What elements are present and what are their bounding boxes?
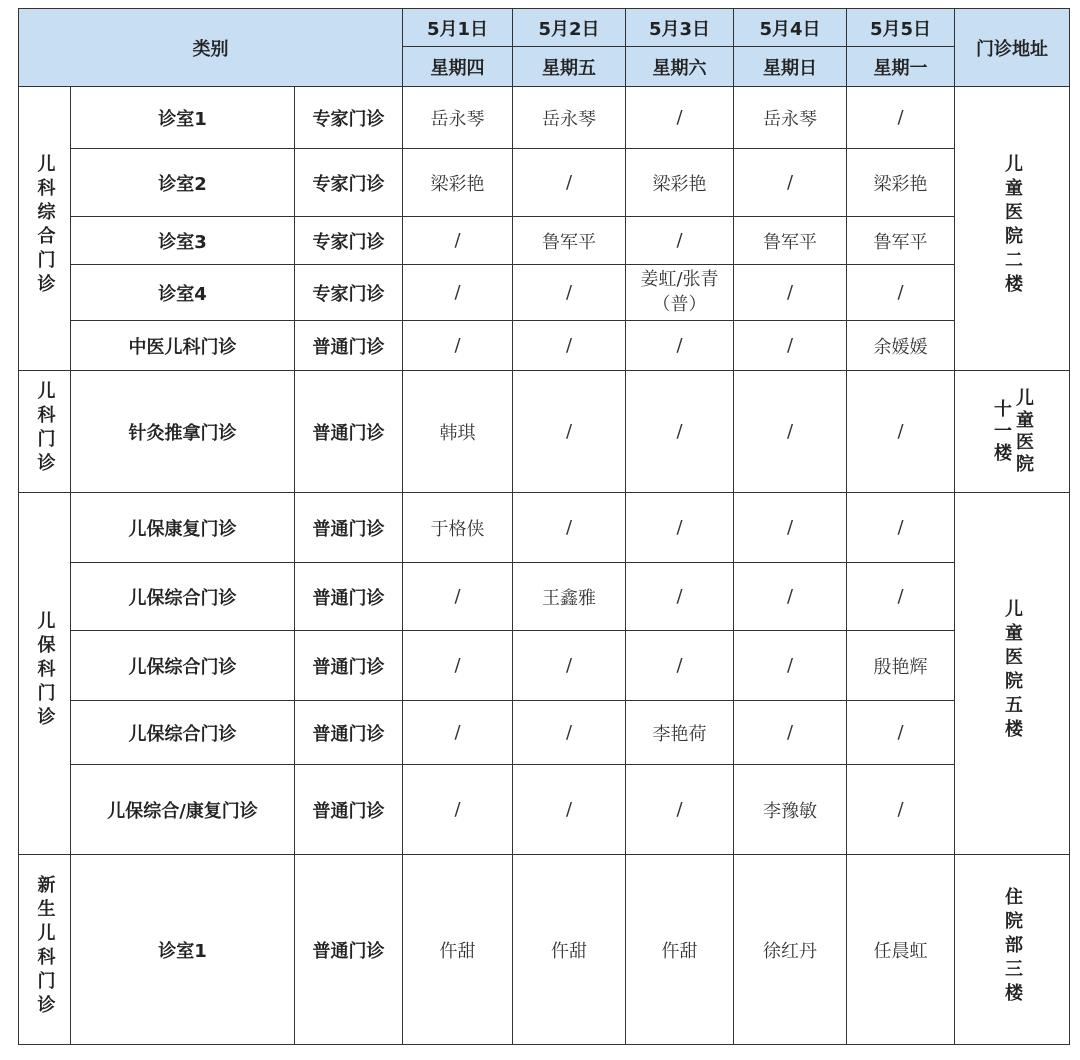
table-row	[19, 563, 1070, 631]
room-cell: 儿保综合/康复门诊	[71, 765, 295, 855]
clinic-type-cell: 普通门诊	[295, 765, 403, 855]
address-cell: 儿童医院 十一楼	[955, 371, 1070, 493]
doctor-cell: /	[513, 701, 626, 765]
date-header: 5月3日	[626, 9, 734, 47]
address-cell: 住院部三楼	[955, 855, 1070, 1045]
doctor-cell: 岳永琴	[403, 87, 513, 149]
doctor-cell: /	[734, 265, 847, 321]
doctor-cell: 王鑫雅	[513, 563, 626, 631]
doctor-cell: /	[734, 493, 847, 563]
schedule-table	[18, 8, 1070, 1045]
table-row	[19, 493, 1070, 563]
weekday-header: 星期一	[847, 47, 955, 87]
clinic-type-cell: 专家门诊	[295, 217, 403, 265]
doctor-cell: 梁彩艳	[626, 149, 734, 217]
room-cell: 诊室3	[71, 217, 295, 265]
doctor-cell: /	[403, 265, 513, 321]
doctor-cell: 仵甜	[513, 855, 626, 1045]
doctor-cell: 梁彩艳	[403, 149, 513, 217]
doctor-cell: 于格侠	[403, 493, 513, 563]
clinic-type-cell: 专家门诊	[295, 149, 403, 217]
address-header: 门诊地址	[955, 9, 1070, 87]
doctor-cell: /	[847, 371, 955, 493]
room-cell: 儿保综合门诊	[71, 701, 295, 765]
date-header: 5月4日	[734, 9, 847, 47]
clinic-type-cell: 普通门诊	[295, 631, 403, 701]
doctor-cell: /	[847, 563, 955, 631]
doctor-cell: 李艳荷	[626, 701, 734, 765]
doctor-cell	[626, 265, 734, 321]
doctor-cell: /	[403, 217, 513, 265]
table-row	[19, 371, 1070, 493]
dept-cell: 儿科综合门诊	[19, 87, 71, 371]
doctor-cell: /	[847, 765, 955, 855]
doctor-cell: /	[403, 631, 513, 701]
doctor-cell: 岳永琴	[734, 87, 847, 149]
table-row	[19, 701, 1070, 765]
doctor-cell: /	[734, 371, 847, 493]
doctor-cell: /	[513, 493, 626, 563]
doctor-cell: /	[513, 631, 626, 701]
address-cell: 儿童医院五楼	[955, 493, 1070, 855]
doctor-cell: /	[626, 217, 734, 265]
clinic-type-cell: 普通门诊	[295, 855, 403, 1045]
room-cell: 中医儿科门诊	[71, 321, 295, 371]
doctor-cell: /	[734, 321, 847, 371]
doctor-cell: /	[734, 149, 847, 217]
doctor-cell: /	[626, 765, 734, 855]
doctor-cell: /	[403, 701, 513, 765]
room-cell: 诊室2	[71, 149, 295, 217]
dept-cell: 新生儿科门诊	[19, 855, 71, 1045]
doctor-cell: /	[513, 765, 626, 855]
doctor-cell: 任晨虹	[847, 855, 955, 1045]
table-row	[19, 87, 1070, 149]
doctor-cell: /	[847, 493, 955, 563]
table-row	[19, 321, 1070, 371]
doctor-cell: /	[734, 563, 847, 631]
doctor-cell: /	[403, 765, 513, 855]
clinic-type-cell: 普通门诊	[295, 701, 403, 765]
room-cell: 诊室1	[71, 87, 295, 149]
doctor-cell: /	[626, 87, 734, 149]
doctor-cell: /	[847, 265, 955, 321]
dept-cell: 儿保科门诊	[19, 493, 71, 855]
table-row	[19, 855, 1070, 1045]
weekday-header: 星期四	[403, 47, 513, 87]
table-row	[19, 265, 1070, 321]
weekday-header: 星期日	[734, 47, 847, 87]
doctor-cell: 鲁军平	[847, 217, 955, 265]
room-cell: 儿保综合门诊	[71, 631, 295, 701]
doctor-cell: /	[847, 701, 955, 765]
doctor-cell: 岳永琴	[513, 87, 626, 149]
doctor-cell: 余媛媛	[847, 321, 955, 371]
clinic-type-cell: 普通门诊	[295, 321, 403, 371]
doctor-cell: 殷艳辉	[847, 631, 955, 701]
clinic-type-cell: 普通门诊	[295, 493, 403, 563]
doctor-cell: /	[626, 321, 734, 371]
doctor-name: 姜虹/张青	[640, 269, 719, 291]
doctor-cell: /	[734, 701, 847, 765]
weekday-header: 星期五	[513, 47, 626, 87]
date-header: 5月2日	[513, 9, 626, 47]
room-cell: 儿保综合门诊	[71, 563, 295, 631]
doctor-cell: 鲁军平	[513, 217, 626, 265]
clinic-type-cell: 专家门诊	[295, 265, 403, 321]
clinic-type-cell: 专家门诊	[295, 87, 403, 149]
date-header: 5月5日	[847, 9, 955, 47]
doctor-cell: 鲁军平	[734, 217, 847, 265]
table-row	[19, 217, 1070, 265]
doctor-cell: /	[513, 265, 626, 321]
table-row	[19, 149, 1070, 217]
dept-cell: 儿科门诊	[19, 371, 71, 493]
table-row	[19, 765, 1070, 855]
doctor-cell: /	[626, 371, 734, 493]
category-header: 类别	[19, 9, 403, 87]
date-header: 5月1日	[403, 9, 513, 47]
doctor-cell: /	[847, 87, 955, 149]
doctor-cell: /	[513, 321, 626, 371]
table-row	[19, 631, 1070, 701]
doctor-note: （普）	[652, 293, 707, 315]
room-cell: 诊室1	[71, 855, 295, 1045]
doctor-cell: /	[513, 371, 626, 493]
doctor-cell: 仵甜	[403, 855, 513, 1045]
weekday-header: 星期六	[626, 47, 734, 87]
clinic-type-cell: 普通门诊	[295, 371, 403, 493]
doctor-cell: /	[626, 493, 734, 563]
doctor-cell: /	[734, 631, 847, 701]
doctor-cell: /	[403, 563, 513, 631]
room-cell: 儿保康复门诊	[71, 493, 295, 563]
doctor-cell: 梁彩艳	[847, 149, 955, 217]
doctor-cell: 李豫敏	[734, 765, 847, 855]
doctor-cell: /	[626, 563, 734, 631]
doctor-cell: 仵甜	[626, 855, 734, 1045]
doctor-cell: /	[626, 631, 734, 701]
clinic-type-cell: 普通门诊	[295, 563, 403, 631]
doctor-cell: /	[403, 321, 513, 371]
doctor-cell: 徐红丹	[734, 855, 847, 1045]
room-cell: 针灸推拿门诊	[71, 371, 295, 493]
doctor-cell: /	[513, 149, 626, 217]
address-cell: 儿童医院二楼	[955, 87, 1070, 371]
doctor-cell: 韩琪	[403, 371, 513, 493]
header-row-dates	[19, 9, 1070, 47]
room-cell: 诊室4	[71, 265, 295, 321]
